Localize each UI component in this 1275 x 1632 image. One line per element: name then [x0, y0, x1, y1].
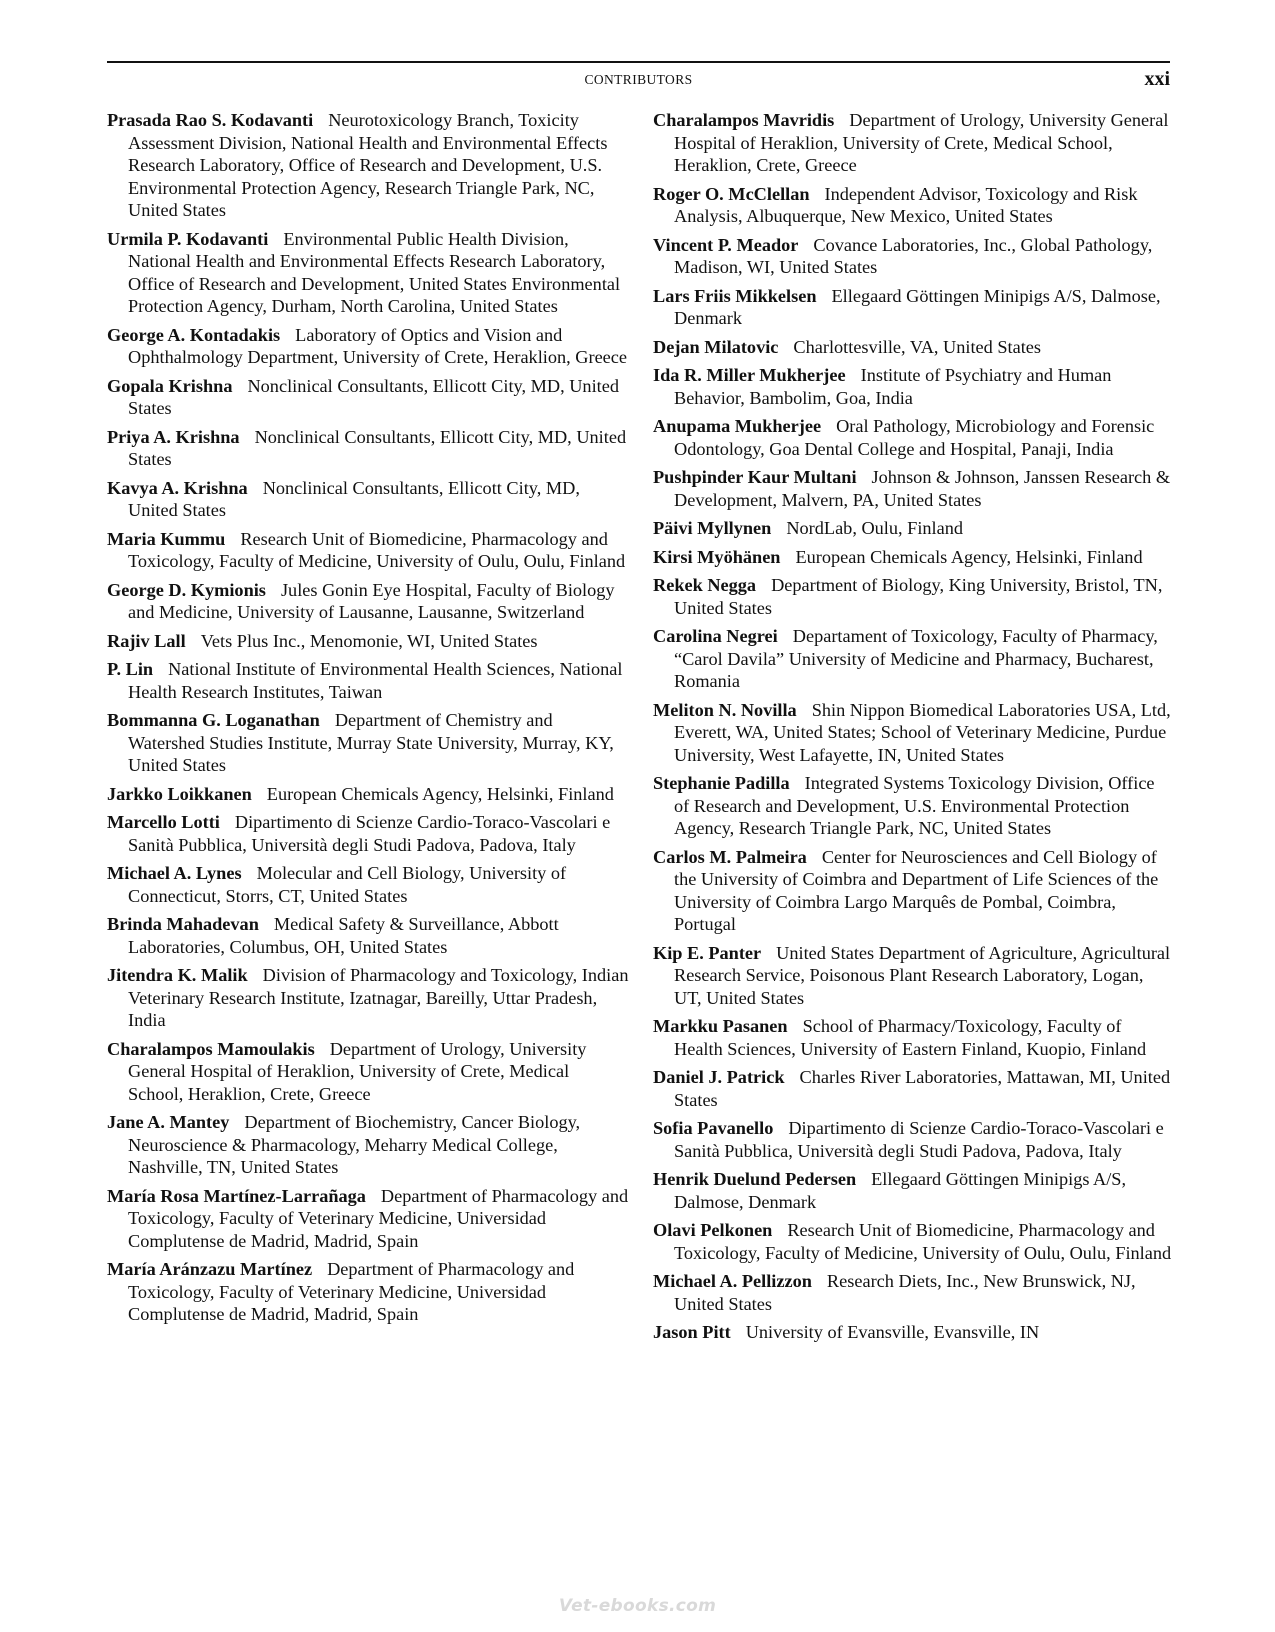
contributor-affiliation: Ellegaard Göttingen Minipigs A/S, Dalmose, Denmark — [674, 1169, 1127, 1212]
contributor-name: Roger O. McClellan — [653, 183, 810, 204]
contributor-name: Bommanna G. Loganathan — [107, 710, 320, 730]
contributor-entry — [653, 285, 1173, 330]
contributor-entry — [107, 109, 629, 222]
contributor-affiliation: Shin Nippon Biomedical Laboratories USA, Ltd, Everett, WA, United States; School of Veterinary Medicine, Purdue University, West Lafayette, IN, United States — [674, 699, 1171, 765]
contributor-entry — [653, 846, 1173, 936]
contributor-affiliation: United States Department of Agriculture, Agricultural Research Service, Poisonous Plant Research Laboratory, Logan, UT, United States — [674, 942, 1171, 1008]
contributor-entry — [107, 528, 629, 573]
contributor-affiliation: European Chemicals Agency, Helsinki, Finland — [795, 546, 1143, 567]
contributor-entry — [653, 1321, 1173, 1344]
contributors-right-column — [653, 109, 1173, 1350]
contributor-entry — [107, 324, 629, 369]
contributor-entry — [653, 699, 1173, 767]
contributor-entry — [107, 964, 629, 1032]
contributor-name: Daniel J. Patrick — [653, 1067, 785, 1087]
contributor-affiliation: Charlottesville, VA, United States — [793, 336, 1042, 357]
contributor-name: Gopala Krishna — [107, 375, 233, 396]
contributor-name: Päivi Myllynen — [653, 518, 772, 538]
contributor-affiliation: Vets Plus Inc., Menomonie, WI, United States — [200, 630, 538, 651]
contributor-entry — [107, 913, 629, 958]
contributor-name: Jitendra K. Malik — [107, 965, 248, 985]
contributor-name: Henrik Duelund Pedersen — [653, 1169, 857, 1189]
contributor-name: Maria Kummu — [107, 528, 226, 549]
contributor-name: Vincent P. Meador — [653, 234, 799, 255]
contributor-name: Carlos M. Palmeira — [653, 846, 807, 867]
contributor-affiliation: Research Diets, Inc., New Brunswick, NJ, United States — [674, 1271, 1136, 1314]
contributor-entry — [653, 546, 1173, 569]
contributors-left-column — [107, 109, 629, 1332]
contributor-name: Jane A. Mantey — [107, 1112, 230, 1132]
contributor-name: Ida R. Miller Mukherjee — [653, 365, 846, 385]
contributor-name: George A. Kontadakis — [107, 324, 281, 345]
contributor-affiliation: NordLab, Oulu, Finland — [786, 518, 964, 538]
contributor-entry — [653, 574, 1173, 619]
contributor-affiliation: Nonclinical Consultants, Ellicott City, MD, United States — [128, 426, 627, 469]
watermark: Vet-ebooks.com — [558, 1596, 717, 1616]
contributor-entry — [653, 625, 1173, 693]
contributor-affiliation: Department of Pharmacology and Toxicology, Faculty of Veterinary Medicine, Universidad Complutense de Madrid, Madrid, Spain — [128, 1259, 575, 1324]
contributor-affiliation: Nonclinical Consultants, Ellicott City, MD, United States — [128, 477, 580, 520]
contributor-name: Brinda Mahadevan — [107, 914, 259, 934]
contributor-name: Lars Friis Mikkelsen — [653, 285, 817, 306]
contributor-affiliation: Department of Urology, University General Hospital of Heraklion, University of Crete, Medical School, Heraklion, Crete, Greece — [674, 110, 1169, 175]
contributor-entry — [653, 942, 1173, 1010]
contributor-affiliation: Integrated Systems Toxicology Division, Office of Research and Development, U.S. Environmental Protection Agency, Research Triangle Park, NC, United States — [674, 773, 1155, 838]
contributor-affiliation: Charles River Laboratories, Mattawan, MI, United States — [674, 1067, 1171, 1110]
contributor-affiliation: Division of Pharmacology and Toxicology, Indian Veterinary Research Institute, Izatnagar, Bareilly, Uttar Pradesh, India — [128, 965, 629, 1030]
contributor-entry — [107, 709, 629, 777]
contributor-entry — [107, 811, 629, 856]
contributor-affiliation: Departament of Toxicology, Faculty of Pharmacy, “Carol Davila” University of Medicine and Pharmacy, Bucharest, Romania — [674, 626, 1158, 691]
contributor-affiliation: Oral Pathology, Microbiology and Forensic Odontology, Goa Dental College and Hospital, Panaji, India — [674, 416, 1155, 459]
contributor-affiliation: Research Unit of Biomedicine, Pharmacology and Toxicology, Faculty of Medicine, University of Oulu, Oulu, Finland — [674, 1220, 1172, 1263]
contributor-entry — [653, 1015, 1173, 1060]
contributor-affiliation: Research Unit of Biomedicine, Pharmacology and Toxicology, Faculty of Medicine, University of Oulu, Oulu, Finland — [128, 528, 626, 571]
running-title: CONTRIBUTORS — [584, 72, 693, 87]
contributor-entry — [107, 1038, 629, 1106]
contributor-name: Rajiv Lall — [107, 630, 186, 651]
contributor-entry — [653, 517, 1173, 540]
contributor-entry — [107, 579, 629, 624]
contributor-name: Kip E. Panter — [653, 942, 762, 963]
contributor-entry — [653, 1219, 1173, 1264]
contributor-name: Charalampos Mavridis — [653, 110, 835, 130]
contributor-affiliation: Dipartimento di Scienze Cardio-Toraco-Vascolari e Sanità Pubblica, Università degli Studi Padova, Padova, Italy — [674, 1118, 1164, 1161]
contributor-entry — [653, 1168, 1173, 1213]
contributor-affiliation: Institute of Psychiatry and Human Behavior, Bambolim, Goa, India — [674, 365, 1112, 408]
contributor-affiliation: Department of Biology, King University, Bristol, TN, United States — [674, 575, 1163, 618]
contributor-name: Jarkko Loikkanen — [107, 783, 252, 804]
contributor-entry — [107, 1258, 629, 1326]
contributor-name: Sofia Pavanello — [653, 1118, 774, 1138]
contributor-name: Charalampos Mamoulakis — [107, 1038, 315, 1059]
contributor-name: María Aránzazu Martínez — [107, 1259, 313, 1279]
contributor-entry — [653, 466, 1173, 511]
contributor-name: Pushpinder Kaur Multani — [653, 467, 857, 487]
contributor-name: Dejan Milatovic — [653, 336, 779, 357]
contributor-entry — [107, 477, 629, 522]
contributor-affiliation: Center for Neurosciences and Cell Biology of the University of Coimbra and Department of Life Sciences of the University of Coimbra Largo Marquês de Pombal, Coimbra, Portugal — [674, 846, 1159, 934]
contributor-entry — [653, 109, 1173, 177]
contributor-entry — [653, 183, 1173, 228]
contributor-name: Carolina Negrei — [653, 626, 778, 646]
contributor-affiliation: Department of Chemistry and Watershed Studies Institute, Murray State University, Murray, KY, United States — [128, 710, 614, 775]
contributor-name: Marcello Lotti — [107, 812, 220, 832]
contributor-name: Stephanie Padilla — [653, 773, 790, 793]
contributor-entry — [653, 1270, 1173, 1315]
contributor-entry — [107, 1111, 629, 1179]
contributor-entry — [653, 364, 1173, 409]
contributor-affiliation: National Institute of Environmental Health Sciences, National Health Research Institutes, Taiwan — [128, 659, 623, 702]
contributor-entry — [653, 336, 1173, 359]
contributor-entry — [653, 772, 1173, 840]
contributor-name: Michael A. Pellizzon — [653, 1271, 812, 1291]
contributor-affiliation: Jules Gonin Eye Hospital, Faculty of Biology and Medicine, University of Lausanne, Lausanne, Switzerland — [128, 579, 615, 622]
contributor-name: Markku Pasanen — [653, 1016, 788, 1036]
contributor-affiliation: Dipartimento di Scienze Cardio-Toraco-Vascolari e Sanità Pubblica, Università degli Studi Padova, Padova, Italy — [128, 812, 611, 855]
contributor-affiliation: Laboratory of Optics and Vision and Ophthalmology Department, University of Crete, Heraklion, Greece — [128, 324, 628, 367]
contributor-affiliation: Nonclinical Consultants, Ellicott City, MD, United States — [128, 375, 619, 418]
contributor-name: Jason Pitt — [653, 1322, 731, 1342]
contributor-entry — [107, 375, 629, 420]
contributor-name: Kavya A. Krishna — [107, 477, 248, 498]
contributor-name: Meliton N. Novilla — [653, 699, 797, 720]
contributor-affiliation: Covance Laboratories, Inc., Global Pathology, Madison, WI, United States — [674, 234, 1153, 277]
contributor-name: Priya A. Krishna — [107, 426, 240, 447]
contributor-entry — [107, 228, 629, 318]
contributor-affiliation: Medical Safety & Surveillance, Abbott Laboratories, Columbus, OH, United States — [128, 914, 559, 957]
header-rule — [107, 61, 1170, 63]
contributor-affiliation: Johnson & Johnson, Janssen Research & Development, Malvern, PA, United States — [674, 467, 1171, 510]
contributor-name: Urmila P. Kodavanti — [107, 228, 269, 249]
contributor-entry — [107, 783, 629, 806]
contributor-affiliation: Environmental Public Health Division, National Health and Environmental Effects Research Laboratory, Office of Research and Development, United States Environmental Protection Agency, Durham, North Carolina, United States — [128, 228, 621, 316]
contributor-entry — [107, 630, 629, 653]
page-number: xxi — [1144, 68, 1170, 90]
contributor-entry — [653, 234, 1173, 279]
contributor-affiliation: Department of Pharmacology and Toxicology, Faculty of Veterinary Medicine, Universidad Complutense de Madrid, Madrid, Spain — [128, 1185, 629, 1251]
contributor-name: Rekek Negga — [653, 575, 757, 595]
contributor-name: P. Lin — [107, 659, 154, 679]
contributor-affiliation: Ellegaard Göttingen Minipigs A/S, Dalmose, Denmark — [674, 285, 1161, 328]
contributor-affiliation: European Chemicals Agency, Helsinki, Finland — [266, 783, 614, 804]
contributor-name: Michael A. Lynes — [107, 863, 242, 883]
contributor-name: Prasada Rao S. Kodavanti — [107, 110, 314, 130]
contributor-affiliation: School of Pharmacy/Toxicology, Faculty of Health Sciences, University of Eastern Finland, Kuopio, Finland — [674, 1016, 1147, 1059]
contributor-affiliation: Independent Advisor, Toxicology and Risk Analysis, Albuquerque, New Mexico, United States — [674, 183, 1138, 226]
contributor-affiliation: University of Evansville, Evansville, IN — [745, 1322, 1040, 1342]
contributor-name: María Rosa Martínez-Larrañaga — [107, 1185, 366, 1206]
contributor-affiliation: Department of Urology, University General Hospital of Heraklion, University of Crete, Medical School, Heraklion, Crete, Greece — [128, 1038, 587, 1104]
contributor-entry — [107, 1185, 629, 1253]
contributor-entry — [107, 862, 629, 907]
contributor-entry — [653, 1117, 1173, 1162]
contributor-affiliation: Department of Biochemistry, Cancer Biology, Neuroscience & Pharmacology, Meharry Medical College, Nashville, TN, United States — [128, 1112, 581, 1177]
contributor-entry — [107, 426, 629, 471]
contributor-affiliation: Neurotoxicology Branch, Toxicity Assessment Division, National Health and Environmental Effects Research Laboratory, Office of Research and Development, U.S. Environmental Protection Agency, Research Triangle Park, NC, United States — [128, 110, 608, 220]
contributor-entry — [107, 658, 629, 703]
contributor-affiliation: Molecular and Cell Biology, University of Connecticut, Storrs, CT, United States — [128, 863, 567, 906]
contributor-name: George D. Kymionis — [107, 579, 266, 600]
contributor-name: Kirsi Myöhänen — [653, 546, 781, 567]
contributor-name: Olavi Pelkonen — [653, 1220, 773, 1240]
contributor-entry — [653, 415, 1173, 460]
contributor-name: Anupama Mukherjee — [653, 416, 822, 436]
running-head — [107, 68, 1170, 94]
contributor-entry — [653, 1066, 1173, 1111]
